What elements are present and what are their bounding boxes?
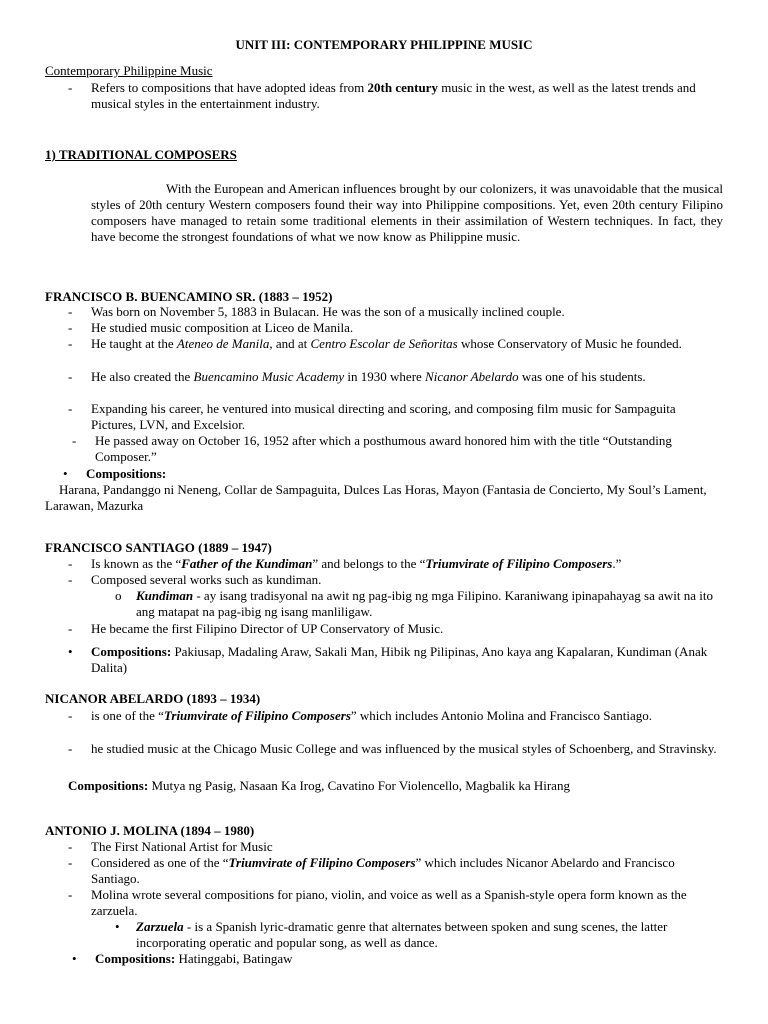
list-item: The First National Artist for Music: [91, 839, 273, 854]
compositions-label: Compositions:: [86, 466, 167, 481]
composer-heading: FRANCISCO SANTIAGO (1889 – 1947): [45, 540, 272, 555]
dash-marker: -: [68, 320, 73, 335]
intro-text: music in the west, as well as the latest trends and musical styles in the entertainment industry.: [91, 80, 696, 111]
composer-heading: NICANOR ABELARDO (1893 – 1934): [45, 691, 261, 706]
dash-marker: -: [68, 887, 73, 902]
compositions-text: Compositions: Hatinggabi, Batingaw: [95, 951, 293, 966]
compositions-text: Harana, Pandanggo ni Neneng, Collar de Sampaguita, Dulces Las Horas, Mayon (Fantasia de Concierto, My Soul’s Lament, Larawan, Mazurka: [45, 482, 707, 513]
list-item: he studied music at the Chicago Music College and was influenced by the musical styles of Schoenberg, and Stravinsky.: [91, 741, 717, 756]
compositions-text: Compositions: Mutya ng Pasig, Nasaan Ka Irog, Cavatino For Violencello, Magbalik ka Hirang: [68, 778, 570, 793]
bullet-marker: •: [68, 644, 73, 659]
list-item: He studied music composition at Liceo de Manila.: [91, 320, 354, 335]
bullet-marker: •: [63, 466, 68, 481]
dash-marker: -: [72, 433, 77, 448]
page-title: UNIT III: CONTEMPORARY PHILIPPINE MUSIC: [235, 37, 533, 52]
dash-marker: -: [68, 855, 73, 870]
sub-list-item: Kundiman - ay isang tradisyonal na awit ng pag-ibig ng mga Filipino. Karaniwang ipinapahayag sa awit na ito ang matapat na pag-ibig ng isang manliligaw.: [136, 588, 713, 619]
dash-marker: -: [68, 839, 73, 854]
bullet-marker: •: [115, 919, 120, 934]
list-item: is one of the “Triumvirate of Filipino Composers” which includes Antonio Molina and Francisco Santiago.: [91, 708, 652, 723]
intro-label: Contemporary Philippine Music: [45, 63, 213, 78]
composer-heading: FRANCISCO B. BUENCAMINO SR. (1883 – 1952): [45, 289, 333, 304]
dash-marker: -: [68, 80, 73, 95]
intro-emphasis: 20th century: [367, 80, 438, 95]
dash-marker: -: [68, 304, 73, 319]
intro-definition: [91, 80, 723, 112]
list-item: He taught at the Ateneo de Manila, and at Centro Escolar de Señoritas whose Conservatory of Music he founded.: [91, 336, 682, 351]
section-heading: 1) TRADITIONAL COMPOSERS: [45, 147, 237, 162]
dash-marker: -: [68, 572, 73, 587]
dash-marker: -: [68, 708, 73, 723]
dash-marker: -: [68, 556, 73, 571]
list-item: Is known as the “Father of the Kundiman” and belongs to the “Triumvirate of Filipino Composers.”: [91, 556, 622, 571]
bullet-marker: •: [72, 951, 77, 966]
list-item: Molina wrote several compositions for piano, violin, and voice as well as a Spanish-style opera form known as the zarzuela.: [91, 887, 687, 918]
sub-bullet-marker: o: [115, 588, 122, 603]
list-item: Composed several works such as kundiman.: [91, 572, 322, 587]
list-item: He also created the Buencamino Music Academy in 1930 where Nicanor Abelardo was one of his students.: [91, 369, 646, 384]
composer-heading: ANTONIO J. MOLINA (1894 – 1980): [45, 823, 255, 838]
dash-marker: -: [68, 401, 73, 416]
list-item: He became the first Filipino Director of UP Conservatory of Music.: [91, 621, 444, 636]
list-item: He passed away on October 16, 1952 after which a posthumous award honored him with the title “Outstanding Composer.”: [95, 433, 672, 464]
dash-marker: -: [68, 369, 73, 384]
list-item: Was born on November 5, 1883 in Bulacan. He was the son of a musically inclined couple.: [91, 304, 565, 319]
intro-text: Refers to compositions that have adopted ideas from: [91, 80, 368, 95]
section-paragraph: With the European and American influences brought by our colonizers, it was unavoidable that the musical styles of 20th century Western composers found their way into Philippine compositions. Yet, even 20th century Filipino composers have managed to retain some traditional elements in their assimilation of Western techniques. In fact, they have become the strongest foundations of what we now know as Philippine music.: [91, 181, 723, 244]
dash-marker: -: [68, 741, 73, 756]
compositions-text: Compositions: Pakiusap, Madaling Araw, Sakali Man, Hibik ng Pilipinas, Ano kaya ang Kapalaran, Kundiman (Anak Dalita): [91, 644, 708, 675]
sub-list-item: Zarzuela - is a Spanish lyric-dramatic genre that alternates between spoken and sung scenes, the latter incorporating operatic and popular song, as well as dance.: [136, 919, 668, 950]
dash-marker: -: [68, 621, 73, 636]
list-item: Expanding his career, he ventured into musical directing and scoring, and composing film music for Sampaguita Pictures, LVN, and Excelsior.: [91, 401, 676, 432]
list-item: Considered as one of the “Triumvirate of Filipino Composers” which includes Nicanor Abelardo and Francisco Santiago.: [91, 855, 675, 886]
dash-marker: -: [68, 336, 73, 351]
